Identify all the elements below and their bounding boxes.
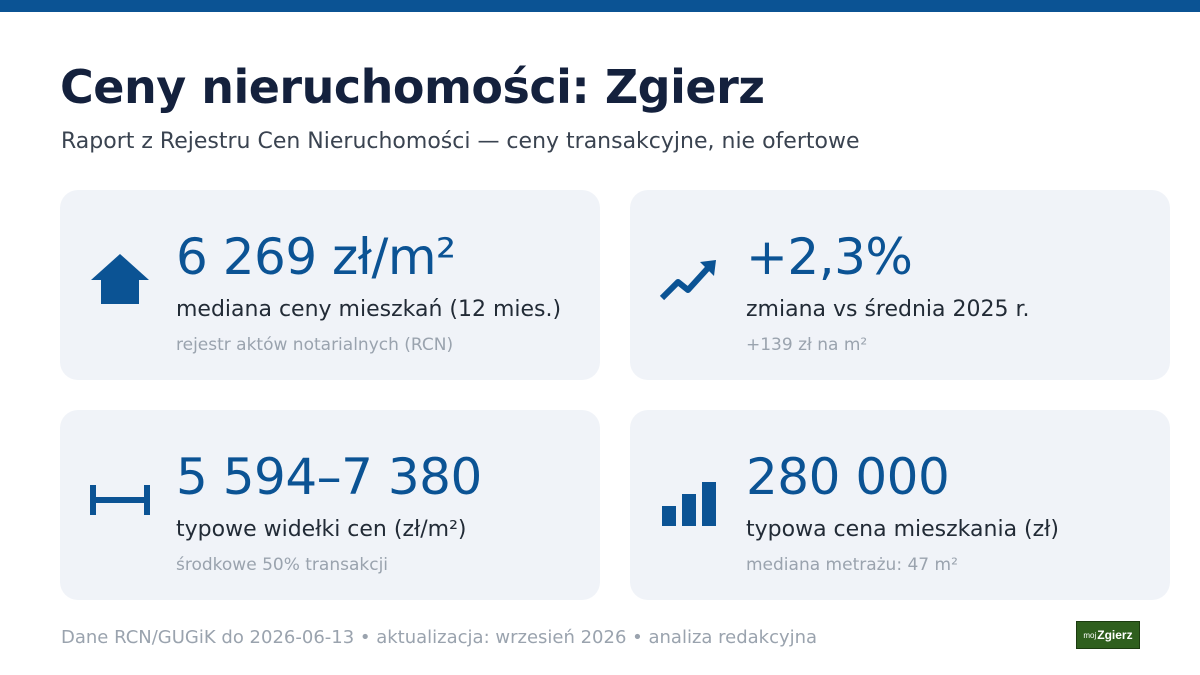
bar-chart-icon: [658, 468, 722, 532]
brand-logo: [1076, 621, 1140, 649]
stat-value: 6 269 zł/m²: [176, 228, 456, 286]
stat-value: 280 000: [746, 448, 950, 506]
house-icon: [88, 248, 152, 312]
stat-note: mediana metrażu: 47 m²: [746, 555, 958, 575]
logo-name: Zgierz: [1097, 628, 1133, 642]
trend-up-icon: [658, 248, 722, 312]
page-subtitle: Raport z Rejestru Cen Nieruchomości — ceny transakcyjne, nie ofertowe: [61, 129, 860, 154]
stat-note: +139 zł na m²: [746, 335, 868, 355]
stat-card-price-range: [60, 410, 600, 600]
stat-card-change: [630, 190, 1170, 380]
stat-note: rejestr aktów notarialnych (RCN): [176, 335, 454, 355]
top-accent-bar: [0, 0, 1200, 12]
stat-card-median-price: [60, 190, 600, 380]
stat-card-typical-price: [630, 410, 1170, 600]
stat-label: typowa cena mieszkania (zł): [746, 517, 1060, 542]
footer-source-note: Dane RCN/GUGiK do 2026-06-13 • aktualizacja: wrzesień 2026 • analiza redakcyjna: [61, 627, 818, 648]
stat-label: mediana ceny mieszkań (12 mies.): [176, 297, 562, 322]
stat-value: 5 594–7 380: [176, 448, 482, 506]
range-icon: [88, 468, 152, 532]
stat-label: zmiana vs średnia 2025 r.: [746, 297, 1030, 322]
stat-note: środkowe 50% transakcji: [176, 555, 389, 575]
logo-prefix: moj: [1083, 630, 1097, 640]
stat-value: +2,3%: [746, 228, 913, 286]
stat-label: typowe widełki cen (zł/m²): [176, 517, 467, 542]
page-title: Ceny nieruchomości: Zgierz: [60, 60, 765, 114]
